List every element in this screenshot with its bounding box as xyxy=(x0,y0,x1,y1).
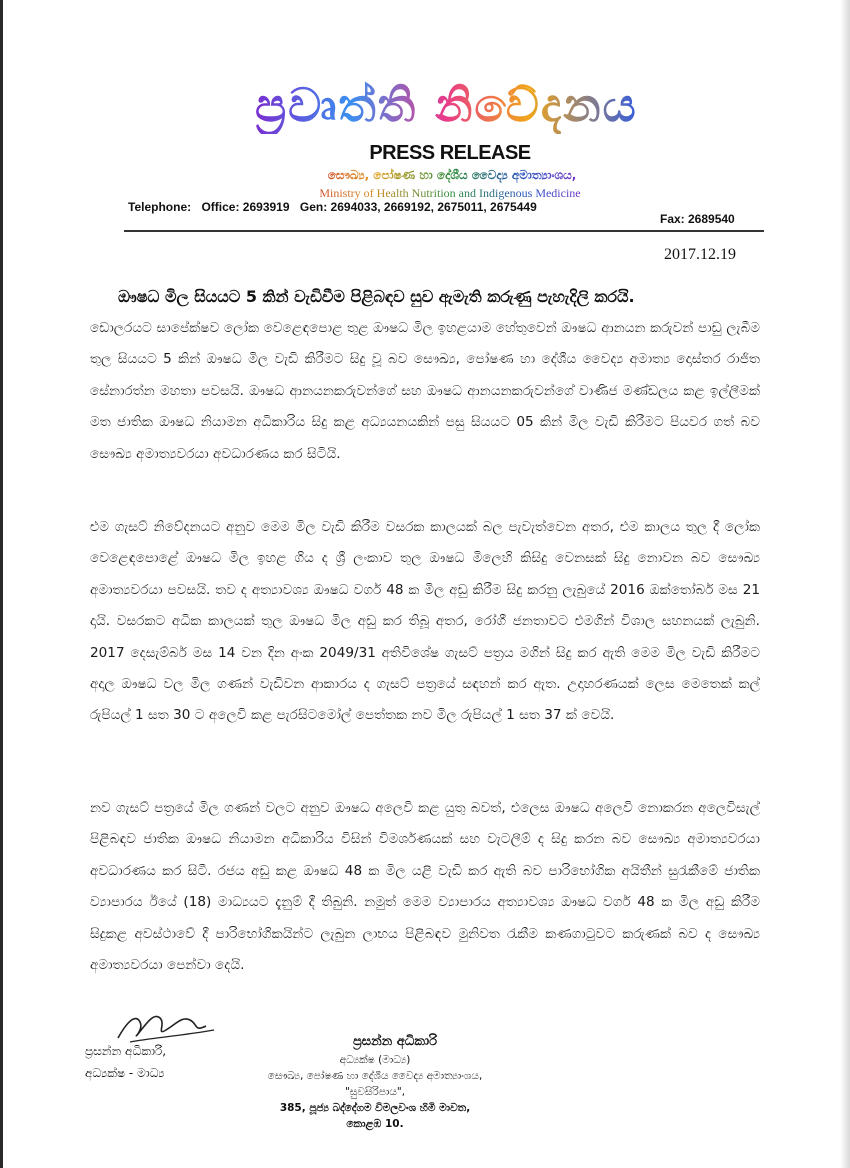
stamp-building: "සුවසිරිපාය", xyxy=(344,1086,406,1098)
letterhead-title: ප්‍රවෘත්ති නිවේදනය. xyxy=(255,78,658,132)
telephone-label: Telephone: xyxy=(128,200,192,214)
ministry-name-sinhala: සෞඛ්‍ය, පෝෂණ හා දේශීය වෛද්‍ය අමාත්‍යාංශය, xyxy=(302,168,602,183)
header-divider xyxy=(124,230,764,232)
body-paragraph-2: එම ගැසට් නිවේදනයට අනුව මෙම මිල වැඩි කිරීම වසරක කාලයක් බල පැවැත්වෙන අතර, එම කාලය තුල දී ලෝක වෙළෙඳපොළේ ඖෂධ මිල ඉහළ ගිය ද ශ්‍රී ලංකාව තුල ඖෂධ මිලෙහි කිසිදු වෙනසක් සිදු නොවන බව සෞඛ්‍ය අමාත්‍යවරයා පවසයි. තව ද අත්‍යාවශ්‍ය ඖෂධ වර්ග 48 ක මිල අඩු කිරීම සිදු කරනු ලැබුයේ 2016 ඔක්තෝබර් මස 21 දායි. වසරකට අධික කාලයක් තුල ඖෂධ මිල අඩු කර තිබූ අතර, රෝගී ජනතාවට එමගින් විශාල සහනයක් ලැබුනි. 2017 දෙසැම්බර් මස 14 වන දින අංක 2049/31 අතිවිශේෂ ගැසට් පත්‍රය මගින් සිදු කර ඇති මෙම මිල වැඩි කිරීමට අදාල ඖෂධ වල මිල ගණන් වැඩිවන ආකාරය ද ගැසට් පත්‍රයේ සඳහන් කර ඇත. උදාහරණයක් ලෙස මෙතෙක් කල් රුපියල් 1 සත 30 ට අලෙවි කළ පැරසිටමෝල් පෙත්තක නව මිල රුපියල් 1 සත 37 ක් වෙයි. xyxy=(90,519,760,724)
official-stamp xyxy=(230,1032,520,1132)
scan-left-edge xyxy=(0,0,3,1168)
stamp-address: 385, පූජ්‍ය බද්දේගම විමලවංශ හිමි මාවත, xyxy=(279,1102,471,1114)
stamp-title: අධ්‍යක්ෂ (මාධ්‍ය) xyxy=(339,1054,411,1066)
stamp-city: කොළඹ 10. xyxy=(346,1118,404,1130)
ministry-name-english: Ministry of Health Nutrition and Indigenous Medicine xyxy=(290,186,610,201)
signatory-title: අධ්‍යක්ෂ - මාධ්‍ය xyxy=(85,1066,165,1080)
general-numbers: Gen: 2694033, 2669192, 2675011, 2675449 xyxy=(299,200,537,214)
office-number: Office: 2693919 xyxy=(201,200,290,214)
telephone-line xyxy=(128,200,544,214)
body-paragraph-3: නව ගැසට් පත්‍රයේ මිල ගණන් වලට අනුව ඖෂධ අලෙවි කළ යුතු බවත්, එලෙස ඖෂධ අලෙවි නොකරන අලෙවිසැල් පිළිබඳව ජාතික ඖෂධ නියාමන අධිකාරිය විසින් විමර්ශණයක් සහ වැටලීම් ද සිදු කරන බව සෞඛ්‍ය අමාත්‍යවරයා අවධාරණය කර සිටී. රජය අඩු කළ ඖෂධ 48 ක මිල යළි වැඩි කර ඇති බව පාරිභෝගික අයිතීන් සුරැකීමේ ජාතික ව්‍යාපාරය ඊයේ (18) මාධ්‍යයට දැනුම් දී තිබුනි. නමුත් මෙම ව්‍යාපාරය අත්‍යාවශ්‍ය ඖෂධ වර්ග 48 ක මිල අඩු කිරීම සිදුකළ අවස්ථාවේ දී පාරිභෝගිකයින්ට ලැබුන ලාභය පිළිබඳව මුනිවත රැකීම කණගාටුවට කරුණක් බව ද සෞඛ්‍ය අමාත්‍යවරයා පෙන්වා දෙයි. xyxy=(90,800,760,974)
signatory-block xyxy=(85,1040,166,1084)
headline: ඖෂධ මිල සියයට 5 කින් වැඩිවීම පිළිබඳව සුව ඇමැති කරුණු පැහැදිලි කරයි. xyxy=(118,287,635,306)
press-release-label: PRESS RELEASE xyxy=(369,142,531,164)
signatory-name: ප්‍රසන්න අධිකාරි, xyxy=(85,1044,167,1058)
body-paragraph-1: ඩොලරයට සාපේක්ෂව ලෝක වෙළෙඳපොළ තුළ ඖෂධ මිල ඉහළයාම හේතුවෙන් ඖෂධ ආනයන කරුවන් පාඩු ලැබීම තුල සියයට 5 කින් ඖෂධ මිල වැඩි කිරීමට සිදු වූ බව සෞඛ්‍ය, පෝෂණ හා දේශීය වෛද්‍ය අමාත්‍ය දොස්තර රාජිත සේනාරත්න මහතා පවසයි. ඖෂධ ආනයනකරුවන්ගේ සහ ඖෂධ ආනයනකරුවන්ගේ වාණිජ මණ්ඩලය කළ ඉල්ලීමක් මත ජාතික ඖෂධ නියාමන අධිකාරිය සිදු කළ අධ්‍යයනයකින් පසු සියයට 05 කින් මිල වැඩි කිරීමට පියවර ගත් බව සෞඛ්‍ය අමාත්‍යවරයා අවධාරණය කර සිටියි. xyxy=(90,320,760,462)
stamp-ministry: සෞඛ්‍ය, පෝෂණ හා දේශීය වෛද්‍ය අමාත්‍යාංශය, xyxy=(267,1070,483,1082)
stamp-name: ප්‍රසන්න අධිකාරි xyxy=(352,1034,438,1049)
fax-number: Fax: 2689540 xyxy=(660,212,735,226)
release-date: 2017.12.19 xyxy=(664,246,736,263)
scan-right-edge xyxy=(840,0,850,1168)
